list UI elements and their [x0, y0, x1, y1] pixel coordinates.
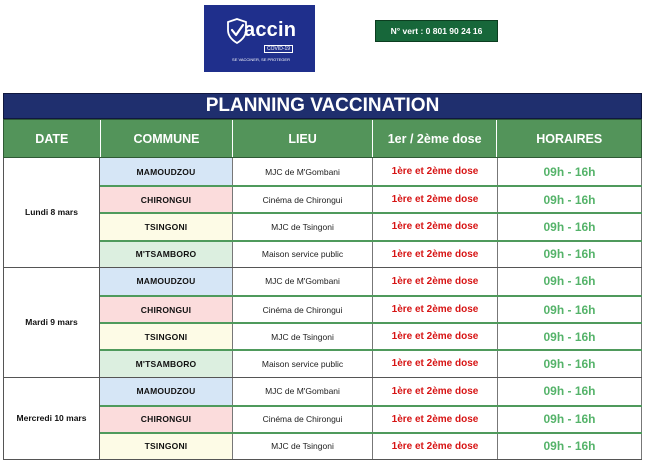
table-row	[100, 349, 642, 376]
dose-cell: 1ère et 2ème dose	[373, 297, 498, 322]
lieu-cell: Cinéma de Chirongui	[233, 407, 373, 432]
logo-tagline: SE VACCINER, SE PROTEGER	[232, 57, 290, 62]
dose-cell: 1ère et 2ème dose	[373, 324, 498, 349]
day-group	[3, 158, 642, 268]
commune-cell: MAMOUDZOU	[100, 268, 233, 295]
column-header-horaires: HORAIRES	[536, 131, 603, 146]
logo-wordmark: accin	[244, 19, 297, 41]
lieu-cell: MJC de M'Gombani	[233, 268, 373, 295]
schedule-table-body	[3, 158, 642, 460]
table-row	[100, 240, 642, 267]
dose-cell: 1ère et 2ème dose	[373, 407, 498, 432]
commune-cell: CHIRONGUI	[100, 407, 233, 432]
column-header-date: DATE	[4, 120, 101, 157]
table-row	[100, 378, 642, 405]
lieu-cell: MJC de M'Gombani	[233, 378, 373, 405]
day-rows	[100, 378, 642, 460]
page-title: PLANNING VACCINATION	[3, 93, 642, 119]
table-row	[100, 185, 642, 212]
table-row	[100, 268, 642, 295]
horaires-cell: 09h - 16h	[498, 324, 642, 349]
lieu-cell: Maison service public	[233, 351, 373, 376]
day-rows	[100, 158, 642, 267]
dose-cell: 1ère et 2ème dose	[373, 158, 498, 185]
dose-cell: 1ère et 2ème dose	[373, 378, 498, 405]
column-header-dose: 1er / 2ème dose	[373, 120, 498, 157]
commune-cell: TSINGONI	[100, 434, 233, 459]
commune-cell: M'TSAMBORO	[100, 242, 233, 267]
horaires-cell: 09h - 16h	[498, 434, 642, 459]
horaires-cell: 09h - 16h	[498, 242, 642, 267]
lieu-cell: MJC de Tsingoni	[233, 434, 373, 459]
dose-cell: 1ère et 2ème dose	[373, 187, 498, 212]
horaires-cell: 09h - 16h	[498, 268, 642, 295]
dose-cell: 1ère et 2ème dose	[373, 434, 498, 459]
commune-cell: TSINGONI	[100, 214, 233, 239]
horaires-cell: 09h - 16h	[498, 297, 642, 322]
table-header	[3, 119, 642, 158]
horaires-cell: 09h - 16h	[498, 158, 642, 185]
vaccin-covid19-logo	[204, 5, 315, 72]
logo-covid-badge: COVID-19	[264, 45, 293, 53]
day-date: Lundi 8 mars	[3, 158, 100, 267]
commune-cell: CHIRONGUI	[100, 297, 233, 322]
table-row	[100, 158, 642, 185]
horaires-cell: 09h - 16h	[498, 378, 642, 405]
dose-cell: 1ère et 2ème dose	[373, 268, 498, 295]
dose-cell: 1ère et 2ème dose	[373, 351, 498, 376]
horaires-cell: 09h - 16h	[498, 407, 642, 432]
lieu-cell: MJC de M'Gombani	[233, 158, 373, 185]
dose-cell: 1ère et 2ème dose	[373, 214, 498, 239]
horaires-cell: 09h - 16h	[498, 214, 642, 239]
lieu-cell: Maison service public	[233, 242, 373, 267]
lieu-cell: Cinéma de Chirongui	[233, 187, 373, 212]
table-row	[100, 295, 642, 322]
commune-cell: TSINGONI	[100, 324, 233, 349]
column-header-commune: COMMUNE	[101, 120, 234, 157]
commune-cell: CHIRONGUI	[100, 187, 233, 212]
commune-cell: M'TSAMBORO	[100, 351, 233, 376]
horaires-cell: 09h - 16h	[498, 351, 642, 376]
day-date: Mardi 9 mars	[3, 268, 100, 377]
lieu-cell: MJC de Tsingoni	[233, 214, 373, 239]
lieu-cell: MJC de Tsingoni	[233, 324, 373, 349]
table-row	[100, 322, 642, 349]
day-group	[3, 268, 642, 378]
table-row	[100, 405, 642, 432]
commune-cell: MAMOUDZOU	[100, 158, 233, 185]
hotline-number: N° vert : 0 801 90 24 16	[375, 20, 498, 42]
dose-cell: 1ère et 2ème dose	[373, 242, 498, 267]
commune-cell: MAMOUDZOU	[100, 378, 233, 405]
table-row	[100, 212, 642, 239]
day-rows	[100, 268, 642, 377]
day-group	[3, 378, 642, 461]
horaires-cell: 09h - 16h	[498, 187, 642, 212]
table-row	[100, 432, 642, 459]
column-header-lieu: LIEU	[233, 120, 373, 157]
day-date: Mercredi 10 mars	[3, 378, 100, 460]
lieu-cell: Cinéma de Chirongui	[233, 297, 373, 322]
